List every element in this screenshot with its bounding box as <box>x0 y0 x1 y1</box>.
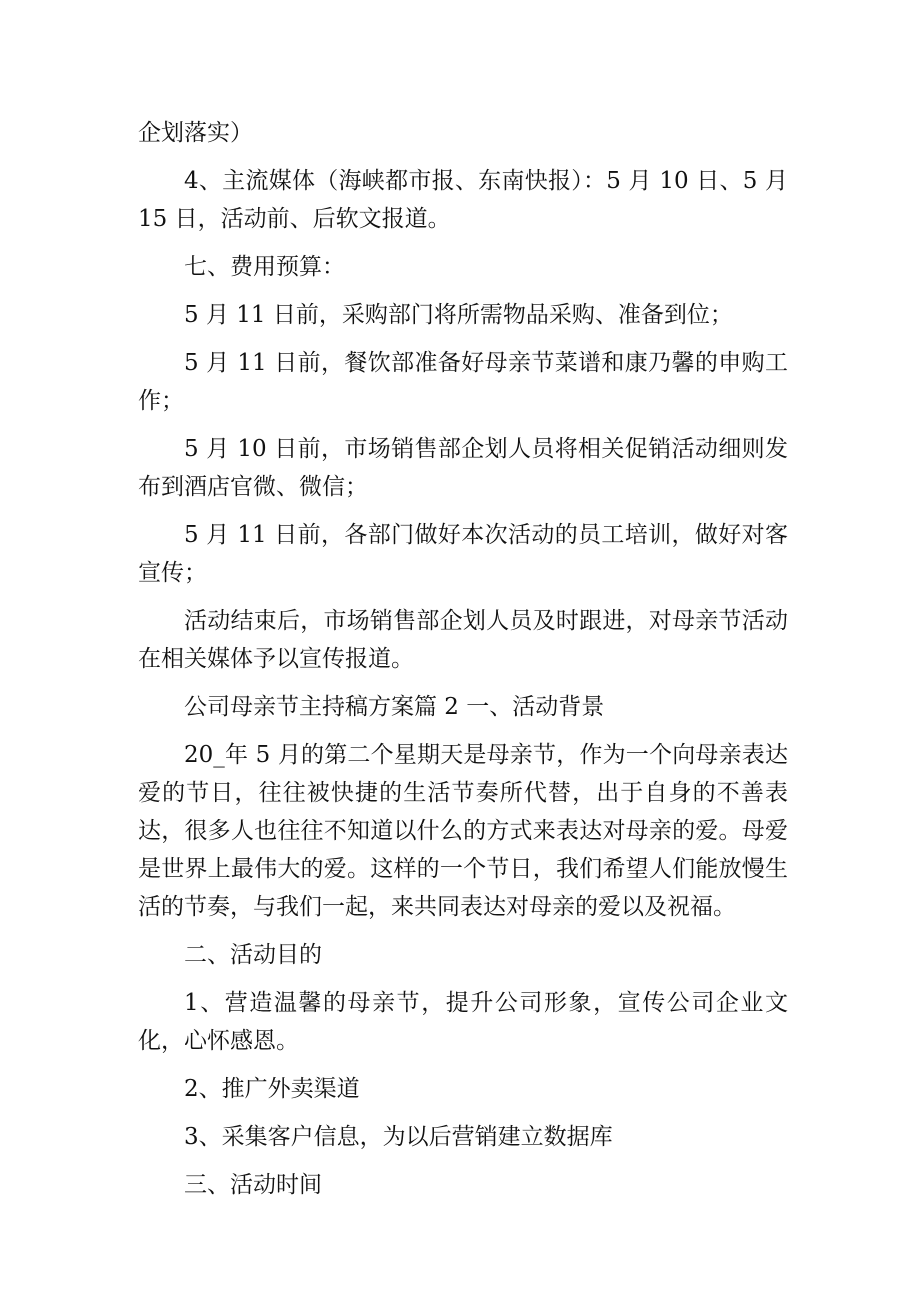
paragraph-budget-marketing: 5 月 10 日前，市场销售部企划人员将相关促销活动细则发布到酒店官微、微信； <box>138 436 788 500</box>
paragraph-budget-purchase: 5 月 11 日前，采购部门将所需物品采购、准备到位； <box>184 302 733 328</box>
paragraph-background: 20_年 5 月的第二个星期天是母亲节，作为一个向母亲表达爱的节日，往往被快捷的生活节奏所代替，出于自身的不善表达，很多人也往往不知道以什么的方式来表达对母亲的爱。母爱是世界上最伟大的爱。这样的一个节日，我们希望人们能放慢生活的节奏，与我们一起，来共同表达对母亲的爱以及祝福。 <box>138 742 788 920</box>
paragraph-purpose-1: 1、营造温馨的母亲节，提升公司形象，宣传公司企业文化，心怀感恩。 <box>138 990 788 1054</box>
paragraph-followup: 活动结束后，市场销售部企划人员及时跟进，对母亲节活动在相关媒体予以宣传报道。 <box>138 608 788 672</box>
paragraph-budget-training: 5 月 11 日前，各部门做好本次活动的员工培训，做好对客宣传； <box>138 522 788 586</box>
section-heading-time: 三、活动时间 <box>184 1172 322 1198</box>
paragraph-purpose-3: 3、采集客户信息，为以后营销建立数据库 <box>184 1124 613 1150</box>
section-heading-purpose: 二、活动目的 <box>184 942 322 968</box>
article-heading-background: 公司母亲节主持稿方案篇 2 一、活动背景 <box>184 694 605 720</box>
section-heading-budget: 七、费用预算： <box>184 254 345 280</box>
paragraph-purpose-2: 2、推广外卖渠道 <box>184 1076 360 1102</box>
document-body <box>138 114 788 1214</box>
paragraph-continuation: 企划落实） <box>138 120 253 146</box>
paragraph-media: 4、主流媒体（海峡都市报、东南快报）：5 月 10 日、5 月 15 日，活动前、后软文报道。 <box>138 168 788 232</box>
paragraph-budget-catering: 5 月 11 日前，餐饮部准备好母亲节菜谱和康乃馨的申购工作； <box>138 350 788 414</box>
